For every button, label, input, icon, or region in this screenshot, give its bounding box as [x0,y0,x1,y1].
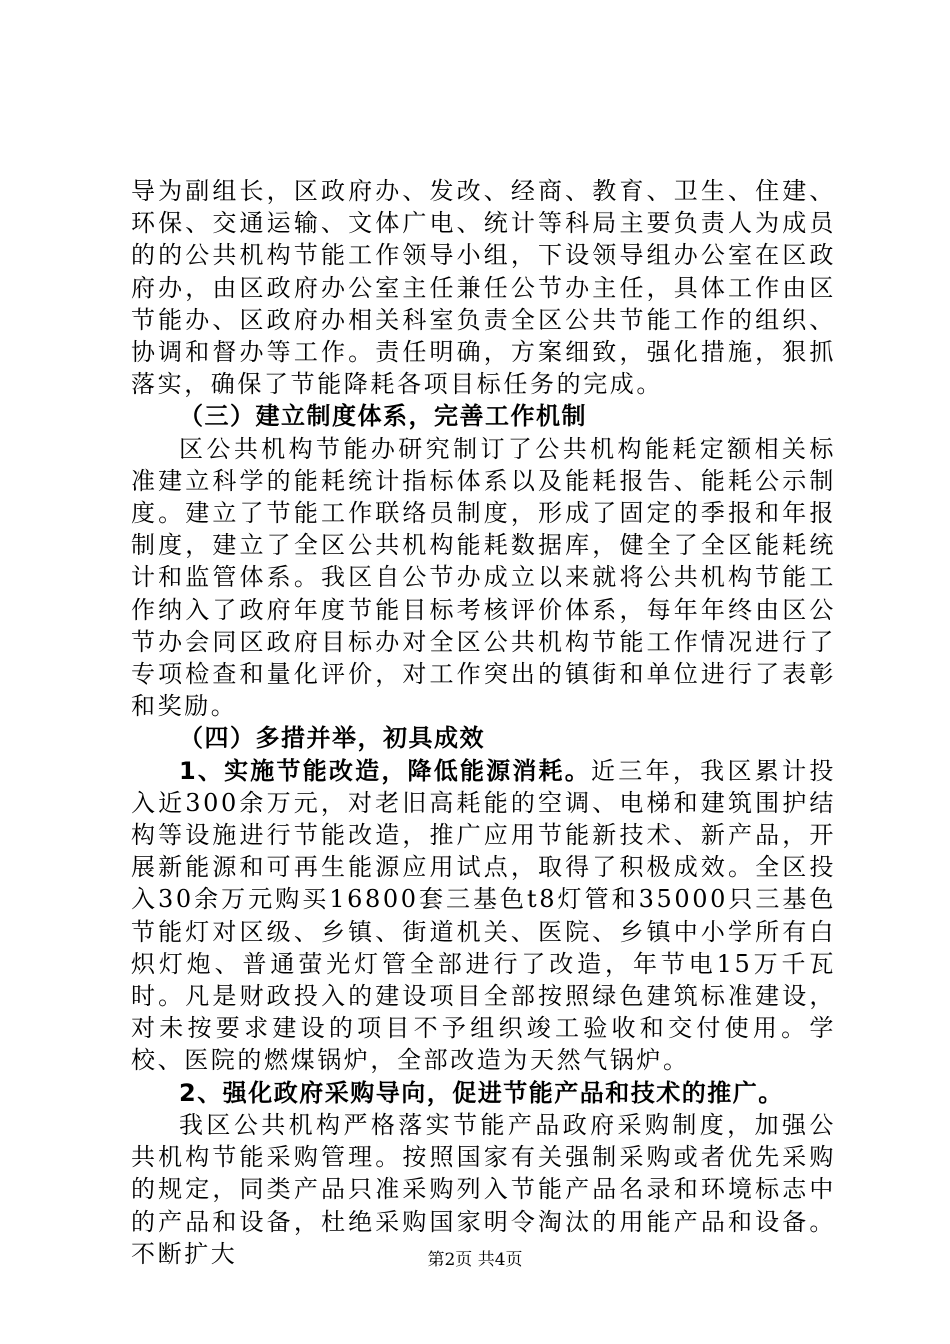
paragraph-leadership-group: 导为副组长，区政府办、发改、经商、教育、卫生、住建、环保、交通运输、文体广电、统计等科局主要负责人为成员的的公共机构节能工作领导小组，下设领导组办公室在区政府办，由区政府办公室主任兼任公节办主任，具体工作由区节能办、区政府办相关科室负责全区公共节能工作的组织、协调和督办等工作。责任明确，方案细致，强化措施，狠抓落实，确保了节能降耗各项目标任务的完成。 [131,177,836,399]
paragraph-energy-retrofit [131,755,836,1077]
section-heading-3: （三）建立制度体系，完善工作机制 [179,402,587,431]
page-footer: 第2页 共4页 [427,1250,523,1270]
subheading-procurement: 2、强化政府采购导向，促进节能产品和技术的推广。 [179,1078,784,1107]
subheading-energy-retrofit: 1、实施节能改造，降低能源消耗。 [179,756,591,785]
document-body [131,175,836,1270]
section-heading-4: （四）多措并举，初具成效 [179,724,485,753]
paragraph-energy-retrofit-body: 近三年，我区累计投入近300余万元，对老旧高耗能的空调、电梯和建筑围护结构等设施进行节能改造，推广应用节能新技术、新产品，开展新能源和可再生能源应用试点，取得了积极成效。全区投入30余万元购买16800套三基色t8灯管和35000只三基色节能灯对区级、乡镇、街道机关、医院、乡镇中小学所有白炽灯炮、普通萤光灯管全部进行了改造，年节电15万千瓦时。凡是财政投入的建设项目全部按照绿色建筑标准建设，对未按要求建设的项目不予组织竣工验收和交付使用。学校、医院的燃煤锅炉，全部改造为天然气锅炉。 [131,756,836,1075]
paragraph-system-mechanism: 区公共机构节能办研究制订了公共机构能耗定额相关标准建立科学的能耗统计指标体系以及能耗报告、能耗公示制度。建立了节能工作联络员制度，形成了固定的季报和年报制度，建立了全区公共机构能耗数据库，健全了全区能耗统计和监管体系。我区自公节办成立以来就将公共机构节能工作纳入了政府年度节能目标考核评价体系，每年年终由区公节办会同区政府目标办对全区公共机构节能工作情况进行了专项检查和量化评价，对工作突出的镇街和单位进行了表彰和奖励。 [131,434,836,721]
paragraph-procurement: 我区公共机构严格落实节能产品政府采购制度，加强公共机构节能采购管理。按照国家有关强制采购或者优先采购的规定，同类产品只准采购列入节能产品名录和环境标志中的产品和设备，杜绝采购国家明令淘汰的用能产品和设备。不断扩大 [131,1110,836,1268]
